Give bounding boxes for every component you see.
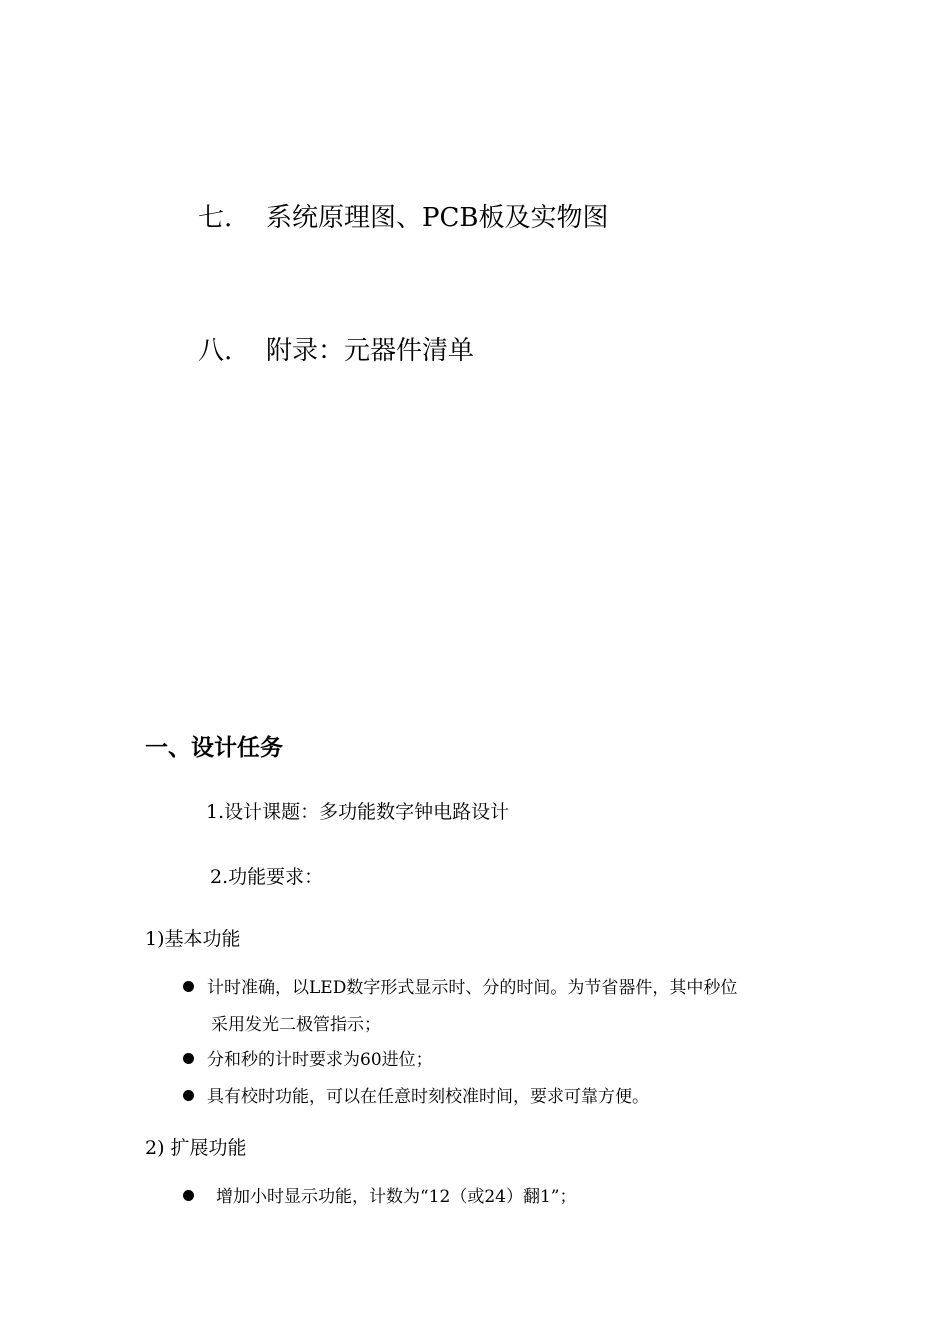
bullet-icon (183, 1090, 194, 1101)
section-title: 一、设计任务 (145, 735, 283, 761)
toc-item-text: 系统原理图、PCB板及实物图 (266, 203, 609, 233)
extended-functions-heading: 2) 扩展功能 (145, 1137, 247, 1159)
function-requirements-heading: 2.功能要求： (210, 866, 324, 888)
bullet-icon (183, 1190, 194, 1201)
toc-item-8 (198, 335, 474, 367)
list-item (183, 1185, 576, 1209)
list-item-text: 计时准确，以LED数字形式显示时、分的时间。为节省器件，其中秒位 (207, 978, 738, 998)
list-item (183, 1048, 433, 1072)
bullet-icon (183, 1053, 194, 1064)
design-topic: 1.设计课题：多功能数字钟电路设计 (206, 801, 510, 823)
list-item-text: 具有校时功能，可以在任意时刻校准时间，要求可靠方便。 (207, 1087, 649, 1107)
basic-functions-heading: 1)基本功能 (145, 928, 241, 950)
list-item-text: 分和秒的计时要求为60进位； (207, 1050, 433, 1070)
list-item-text: 增加小时显示功能，计数为“12（或24）翻1”； (216, 1187, 577, 1207)
list-item (183, 976, 737, 1000)
toc-item-text: 附录：元器件清单 (266, 336, 475, 366)
toc-item-7 (198, 202, 609, 234)
toc-item-number: 八. (198, 336, 233, 366)
toc-item-number: 七. (198, 203, 233, 233)
bullet-icon (183, 981, 194, 992)
list-item (183, 1085, 649, 1109)
list-item-continuation: 采用发光二极管指示； (211, 1015, 381, 1035)
